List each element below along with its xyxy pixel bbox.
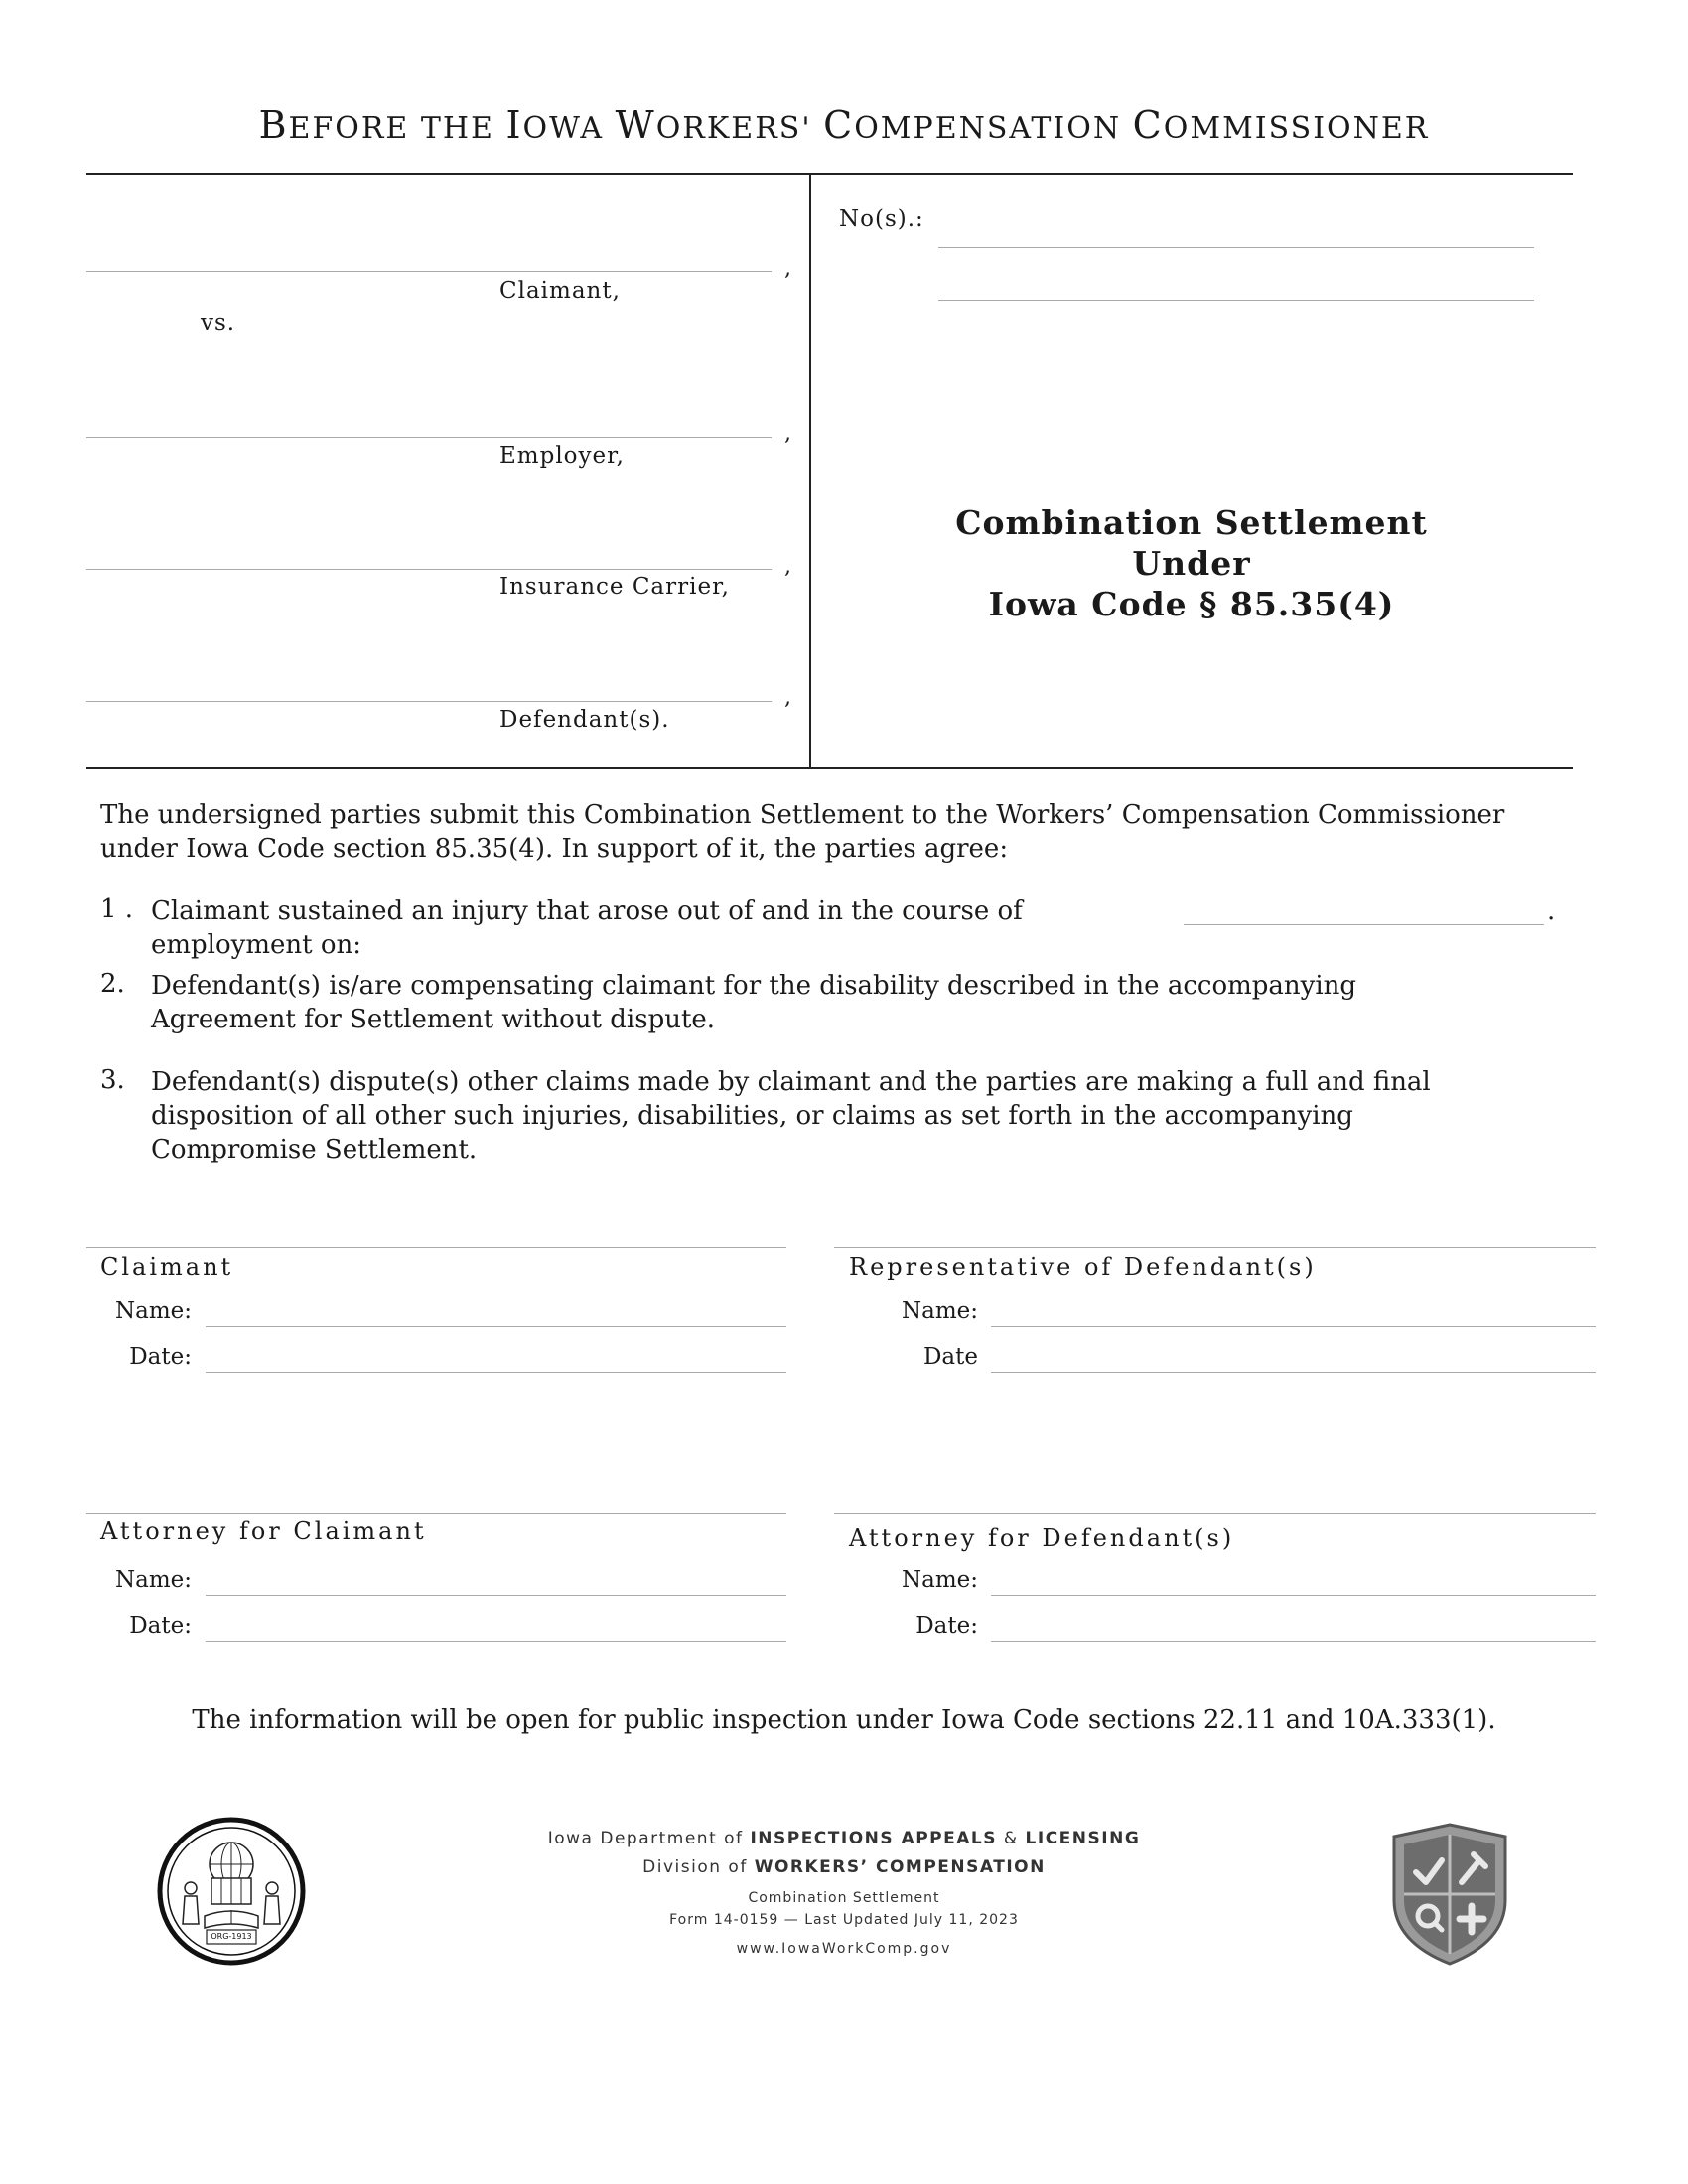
caption-divider: [809, 173, 811, 768]
footer-dept-line: Iowa Department of INSPECTIONS APPEALS & LICENSING: [547, 1829, 1141, 1848]
rep-defendant-sig-heading: Representative of Defendant(s): [849, 1253, 1317, 1281]
claimant-sig-heading: Claimant: [100, 1253, 234, 1281]
intro-paragraph: The undersigned parties submit this Combination Settlement to the Workers’ Compensation Commissioner under Iowa Code section 85.35(4). In support of it, the parties agree:: [100, 800, 1505, 864]
page-title: [0, 103, 1688, 147]
claimant-name-field[interactable]: [206, 1326, 786, 1327]
case-number-label: No(s).:: [839, 206, 924, 232]
footer-website-link[interactable]: www.IowaWorkComp.gov: [736, 1941, 952, 1957]
iowa-workers-comp-seal-icon: [157, 1817, 306, 1966]
atty-claimant-name-field[interactable]: [206, 1595, 786, 1596]
vs-label: vs.: [201, 310, 236, 336]
atty-claimant-name-label: Name:: [114, 1568, 192, 1593]
item-number-3: 3.: [100, 1065, 125, 1095]
claimant-label: Claimant,: [499, 278, 621, 304]
employer-label: Employer,: [499, 443, 625, 469]
document-title: [814, 502, 1569, 624]
claimant-name-label: Name:: [114, 1298, 192, 1324]
document-title-line-3: Iowa Code § 85.35(4): [988, 585, 1395, 623]
claimant-comma: ,: [784, 256, 791, 281]
case-number-field-1[interactable]: [938, 247, 1534, 248]
atty-defendant-signature-line[interactable]: [834, 1513, 1596, 1514]
title-word: IOWA: [505, 103, 616, 147]
document-title-line-1: Combination Settlement: [955, 503, 1428, 542]
employer-comma: ,: [784, 421, 791, 446]
document-title-line-2: Under: [1132, 544, 1251, 583]
employer-name-line[interactable]: [86, 437, 772, 438]
title-word: COMMISSIONER: [1132, 103, 1430, 147]
atty-defendant-date-label: Date:: [915, 1613, 978, 1639]
footer-division-line: Division of WORKERS’ COMPENSATION: [642, 1857, 1046, 1877]
rep-defendant-date-field[interactable]: [991, 1372, 1596, 1373]
insurance-name-line[interactable]: [86, 569, 772, 570]
atty-claimant-signature-line[interactable]: [86, 1513, 786, 1514]
footer-form-name: Combination Settlement: [748, 1890, 940, 1906]
claimant-date-field[interactable]: [206, 1372, 786, 1373]
rep-defendant-signature-line[interactable]: [834, 1247, 1596, 1248]
atty-claimant-sig-heading: Attorney for Claimant: [100, 1517, 427, 1545]
claimant-date-label: Date:: [129, 1344, 192, 1370]
atty-defendant-sig-heading: Attorney for Defendant(s): [849, 1524, 1235, 1552]
atty-defendant-date-field[interactable]: [991, 1641, 1596, 1642]
dial-shield-logo-icon: [1388, 1821, 1511, 1968]
caption-bottom-rule: [86, 767, 1573, 769]
case-number-field-2[interactable]: [938, 300, 1534, 301]
footer-form-number: Form 14-0159 — Last Updated July 11, 2023: [669, 1912, 1019, 1928]
item-1-period: .: [1547, 896, 1556, 926]
atty-claimant-date-label: Date:: [129, 1613, 192, 1639]
defendants-label: Defendant(s).: [499, 707, 670, 733]
atty-claimant-date-field[interactable]: [206, 1641, 786, 1642]
public-inspection-notice: The information will be open for public inspection under Iowa Code sections 22.11 and 10A.333(1).: [192, 1706, 1496, 1735]
title-word: BEFORE THE: [258, 103, 506, 147]
injury-date-field[interactable]: [1184, 924, 1544, 925]
item-number-1: 1 .: [100, 894, 134, 924]
atty-defendant-name-field[interactable]: [991, 1595, 1596, 1596]
item-text-3: Defendant(s) dispute(s) other claims made by claimant and the parties are making a full and final disposition of all other such injuries, disabilities, or claims as set forth in the accompanying Compromise Settlement.: [151, 1067, 1431, 1164]
defendant-comma: ,: [784, 685, 791, 710]
defendant-name-line[interactable]: [86, 701, 772, 702]
item-text-1: Claimant sustained an injury that arose out of and in the course of employment on:: [151, 896, 1023, 960]
rep-defendant-name-field[interactable]: [991, 1326, 1596, 1327]
item-number-2: 2.: [100, 969, 125, 999]
insurance-label: Insurance Carrier,: [499, 574, 730, 600]
rep-defendant-name-label: Name:: [901, 1298, 978, 1324]
caption-top-rule: [86, 173, 1573, 175]
claimant-name-line[interactable]: [86, 271, 772, 272]
atty-defendant-name-label: Name:: [901, 1568, 978, 1593]
item-text-2: Defendant(s) is/are compensating claimant for the disability described in the accompanying Agreement for Settlement without dispute.: [151, 971, 1357, 1034]
seal-text: ORG-1913: [211, 1932, 252, 1941]
insurance-comma: ,: [784, 554, 791, 579]
claimant-signature-line[interactable]: [86, 1247, 786, 1248]
title-word: COMPENSATION: [823, 103, 1133, 147]
title-word: WORKERS': [615, 103, 824, 147]
rep-defendant-date-label: Date: [922, 1344, 978, 1370]
